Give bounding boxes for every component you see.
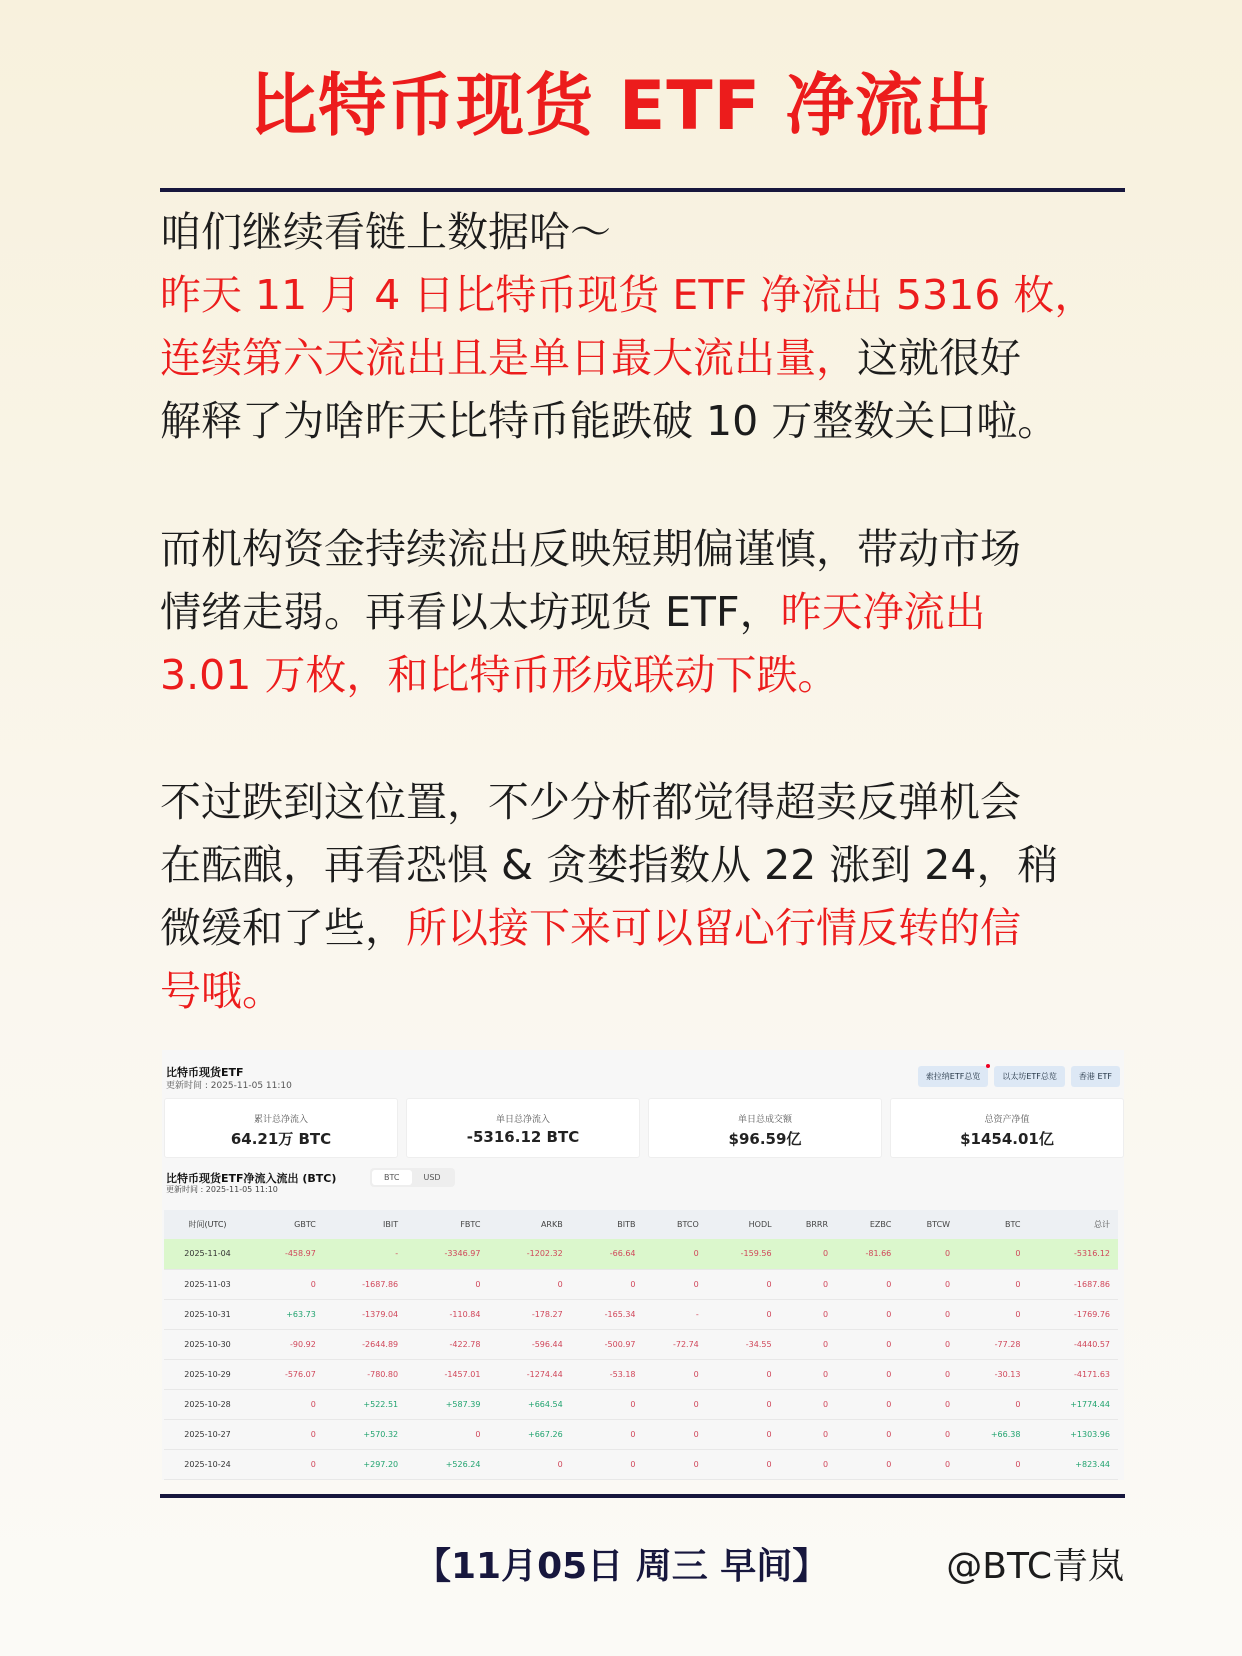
highlight-text: 3.01 万枚，和比特币形成联动下跌。 bbox=[160, 651, 839, 699]
table-cell: 0 bbox=[958, 1389, 1028, 1419]
text-line bbox=[160, 327, 1150, 390]
highlight-text: 昨天 11 月 4 日比特币现货 ETF 净流出 5316 枚， bbox=[160, 271, 1096, 319]
body-text: 情绪走弱。再看以太坊现货 ETF， bbox=[160, 588, 781, 636]
table-cell: -1457.01 bbox=[406, 1359, 488, 1389]
flow-table bbox=[164, 1210, 1118, 1480]
table-cell: -2644.89 bbox=[324, 1329, 406, 1359]
column-header[interactable]: EZBC bbox=[836, 1210, 899, 1239]
table-cell: 2025-10-28 bbox=[164, 1389, 251, 1419]
table-cell: 0 bbox=[958, 1449, 1028, 1479]
table-cell: -178.27 bbox=[488, 1299, 570, 1329]
table-cell: 0 bbox=[707, 1299, 780, 1329]
column-header[interactable]: BTCO bbox=[644, 1210, 707, 1239]
body-text: 这就很好 bbox=[857, 334, 1021, 382]
table-cell: - bbox=[644, 1299, 707, 1329]
stat-card bbox=[406, 1098, 640, 1158]
table-cell: 0 bbox=[780, 1329, 836, 1359]
table-cell: 0 bbox=[958, 1269, 1028, 1299]
table-cell: +1303.96 bbox=[1028, 1419, 1118, 1449]
table-cell: 2025-10-24 bbox=[164, 1449, 251, 1479]
table-cell: 0 bbox=[899, 1389, 958, 1419]
text-line bbox=[160, 960, 1150, 1023]
table-cell: 0 bbox=[488, 1449, 570, 1479]
table-cell: 2025-10-31 bbox=[164, 1299, 251, 1329]
paragraph-1 bbox=[160, 201, 1150, 453]
table-cell: -4171.63 bbox=[1028, 1359, 1118, 1389]
table-cell: 0 bbox=[644, 1389, 707, 1419]
table-cell: 0 bbox=[899, 1419, 958, 1449]
table-cell: 0 bbox=[780, 1449, 836, 1479]
table-cell: 0 bbox=[899, 1239, 958, 1269]
table-cell: -66.64 bbox=[571, 1239, 644, 1269]
stat-card bbox=[648, 1098, 882, 1158]
table-cell: -576.07 bbox=[251, 1359, 324, 1389]
stat-value: $1454.01亿 bbox=[960, 1130, 1054, 1148]
hk-etf-button[interactable]: 香港 ETF bbox=[1071, 1066, 1120, 1087]
table-cell: 0 bbox=[836, 1329, 899, 1359]
toggle-btc[interactable]: BTC bbox=[372, 1170, 412, 1185]
table-cell: 0 bbox=[707, 1269, 780, 1299]
table-cell: 0 bbox=[488, 1269, 570, 1299]
table-cell: +526.24 bbox=[406, 1449, 488, 1479]
table-cell: 0 bbox=[958, 1239, 1028, 1269]
table-cell: 0 bbox=[899, 1329, 958, 1359]
stat-value: -5316.12 BTC bbox=[466, 1128, 580, 1146]
table-cell: -165.34 bbox=[571, 1299, 644, 1329]
table-cell: 0 bbox=[251, 1419, 324, 1449]
text-line bbox=[160, 264, 1150, 327]
top-divider bbox=[160, 188, 1125, 192]
table-cell: -1687.86 bbox=[1028, 1269, 1118, 1299]
table-cell: 0 bbox=[644, 1419, 707, 1449]
table-cell: +297.20 bbox=[324, 1449, 406, 1479]
table-cell: 0 bbox=[780, 1239, 836, 1269]
table-cell: 0 bbox=[836, 1449, 899, 1479]
paragraph-3 bbox=[160, 771, 1150, 1023]
text-line bbox=[160, 771, 1150, 834]
table-cell: +664.54 bbox=[488, 1389, 570, 1419]
text-line bbox=[160, 897, 1150, 960]
table-cell: 0 bbox=[251, 1269, 324, 1299]
column-header[interactable]: BTC bbox=[958, 1210, 1028, 1239]
column-header[interactable]: FBTC bbox=[406, 1210, 488, 1239]
table-cell: -1769.76 bbox=[1028, 1299, 1118, 1329]
table-cell: +522.51 bbox=[324, 1389, 406, 1419]
table-cell: 0 bbox=[780, 1419, 836, 1449]
table-cell: 0 bbox=[707, 1449, 780, 1479]
table-cell: +66.38 bbox=[958, 1419, 1028, 1449]
stat-value: $96.59亿 bbox=[728, 1130, 802, 1148]
eth-etf-button[interactable]: 以太坊ETF总览 bbox=[994, 1066, 1065, 1087]
highlight-text: 昨天净流出 bbox=[780, 588, 986, 636]
update-time: 更新时间 : 2025-11-05 11:10 bbox=[166, 1081, 292, 1091]
table-cell: -110.84 bbox=[406, 1299, 488, 1329]
etf-screenshot bbox=[162, 1050, 1124, 1480]
table-row bbox=[164, 1359, 1118, 1389]
body-text: 不过跌到这位置，不少分析都觉得超卖反弹机会 bbox=[160, 778, 1021, 826]
page-title: 比特币现货 ETF 净流出 bbox=[249, 67, 993, 146]
stat-label: 单日总净流入 bbox=[495, 1115, 550, 1125]
body-text: 微缓和了些， bbox=[160, 904, 406, 952]
table-cell: +570.32 bbox=[324, 1419, 406, 1449]
table-row bbox=[164, 1449, 1118, 1479]
column-header[interactable]: BTCW bbox=[899, 1210, 958, 1239]
table-cell: -1274.44 bbox=[488, 1359, 570, 1389]
table-cell: -596.44 bbox=[488, 1329, 570, 1359]
footer-date: 【11月05日 周三 早间】 bbox=[415, 1546, 829, 1587]
table-cell: -34.55 bbox=[707, 1329, 780, 1359]
table-cell: 0 bbox=[644, 1449, 707, 1479]
highlight-text: 所以接下来可以留心行情反转的信 bbox=[406, 904, 1021, 952]
table-cell: 0 bbox=[836, 1269, 899, 1299]
table-cell: -90.92 bbox=[251, 1329, 324, 1359]
table-cell: -4440.57 bbox=[1028, 1329, 1118, 1359]
toggle-usd[interactable]: USD bbox=[423, 1173, 441, 1182]
body-text: 在酝酿，再看恐惧 & 贪婪指数从 22 涨到 24，稍 bbox=[160, 841, 1059, 889]
table-cell: 2025-11-04 bbox=[164, 1239, 251, 1269]
text-line bbox=[160, 581, 1150, 644]
table-row bbox=[164, 1299, 1118, 1329]
column-header[interactable]: ARKB bbox=[488, 1210, 570, 1239]
stat-label: 累计总净流入 bbox=[253, 1115, 308, 1125]
table-cell: 0 bbox=[836, 1389, 899, 1419]
table-cell: 0 bbox=[836, 1419, 899, 1449]
table-cell: 0 bbox=[406, 1269, 488, 1299]
table-cell: -5316.12 bbox=[1028, 1239, 1118, 1269]
stat-value: 64.21万 BTC bbox=[230, 1130, 332, 1148]
table-cell: -30.13 bbox=[958, 1359, 1028, 1389]
table-cell: -81.66 bbox=[836, 1239, 899, 1269]
column-header[interactable]: BRRR bbox=[780, 1210, 836, 1239]
table-cell: -72.74 bbox=[644, 1329, 707, 1359]
table-cell: 0 bbox=[251, 1389, 324, 1419]
table-cell: 0 bbox=[836, 1359, 899, 1389]
highlight-text: 连续第六天流出且是单日最大流出量， bbox=[160, 334, 857, 382]
body-text: 解释了为啥昨天比特币能跌破 10 万整数关口啦。 bbox=[160, 397, 1059, 445]
table-cell: -780.80 bbox=[324, 1359, 406, 1389]
table-update-time: 更新时间 : 2025-11-05 11:10 bbox=[166, 1185, 278, 1194]
table-cell: 0 bbox=[780, 1269, 836, 1299]
column-header[interactable]: 总计 bbox=[1028, 1210, 1118, 1239]
table-cell: 2025-10-27 bbox=[164, 1419, 251, 1449]
table-cell: 0 bbox=[899, 1359, 958, 1389]
text-line bbox=[160, 644, 1150, 707]
body-text: 咱们继续看链上数据哈～ bbox=[160, 208, 611, 256]
table-cell: -53.18 bbox=[571, 1359, 644, 1389]
table-cell: -458.97 bbox=[251, 1239, 324, 1269]
table-cell: 0 bbox=[780, 1299, 836, 1329]
table-row bbox=[164, 1389, 1118, 1419]
table-cell: -500.97 bbox=[571, 1329, 644, 1359]
table-cell: +587.39 bbox=[406, 1389, 488, 1419]
table-cell: 0 bbox=[707, 1419, 780, 1449]
table-cell: 0 bbox=[899, 1269, 958, 1299]
stat-label: 单日总成交额 bbox=[737, 1115, 792, 1125]
table-cell: +1774.44 bbox=[1028, 1389, 1118, 1419]
table-cell: 0 bbox=[780, 1389, 836, 1419]
text-line bbox=[160, 518, 1150, 581]
table-row bbox=[164, 1269, 1118, 1299]
column-header[interactable]: 时间(UTC) bbox=[164, 1210, 251, 1239]
table-cell: -422.78 bbox=[406, 1329, 488, 1359]
table-cell: -77.28 bbox=[958, 1329, 1028, 1359]
column-header[interactable]: HODL bbox=[707, 1210, 780, 1239]
table-cell: 2025-11-03 bbox=[164, 1269, 251, 1299]
table-cell: 0 bbox=[899, 1449, 958, 1479]
table-cell: 0 bbox=[958, 1299, 1028, 1329]
column-header[interactable]: BITB bbox=[571, 1210, 644, 1239]
text-line bbox=[160, 201, 1150, 264]
text-line bbox=[160, 834, 1150, 897]
body-text: 而机构资金持续流出反映短期偏谨慎，带动市场 bbox=[160, 525, 1021, 573]
table-cell: 0 bbox=[571, 1419, 644, 1449]
table-cell: 0 bbox=[899, 1299, 958, 1329]
table-cell: +667.26 bbox=[488, 1419, 570, 1449]
highlight-text: 号哦。 bbox=[160, 967, 283, 1015]
table-cell: -159.56 bbox=[707, 1239, 780, 1269]
table-cell: +823.44 bbox=[1028, 1449, 1118, 1479]
column-header[interactable]: IBIT bbox=[324, 1210, 406, 1239]
table-cell: -1202.32 bbox=[488, 1239, 570, 1269]
bottom-divider bbox=[160, 1494, 1125, 1498]
stat-card bbox=[164, 1098, 398, 1158]
table-cell: 0 bbox=[707, 1359, 780, 1389]
table-cell: 0 bbox=[571, 1389, 644, 1419]
column-header[interactable]: GBTC bbox=[251, 1210, 324, 1239]
stat-card bbox=[890, 1098, 1124, 1158]
table-cell: -1687.86 bbox=[324, 1269, 406, 1299]
table-cell: 0 bbox=[644, 1239, 707, 1269]
table-cell: 0 bbox=[406, 1419, 488, 1449]
table-cell: 2025-10-29 bbox=[164, 1359, 251, 1389]
unit-toggle[interactable] bbox=[370, 1168, 455, 1187]
table-cell: 0 bbox=[836, 1299, 899, 1329]
author-handle: @BTC青岚 bbox=[946, 1546, 1124, 1587]
table-cell: -1379.04 bbox=[324, 1299, 406, 1329]
table-title: 比特币现货ETF净流入流出 (BTC) bbox=[166, 1172, 337, 1185]
table-cell: 2025-10-30 bbox=[164, 1329, 251, 1359]
etf-title: 比特币现货ETF bbox=[166, 1066, 244, 1079]
table-row bbox=[164, 1239, 1118, 1269]
table-cell: 0 bbox=[780, 1359, 836, 1389]
table-cell: 0 bbox=[251, 1449, 324, 1479]
text-line bbox=[160, 390, 1150, 453]
table-row bbox=[164, 1419, 1118, 1449]
table-cell: - bbox=[324, 1239, 406, 1269]
table-cell: +63.73 bbox=[251, 1299, 324, 1329]
table-cell: 0 bbox=[707, 1389, 780, 1419]
table-row bbox=[164, 1329, 1118, 1359]
table-cell: 0 bbox=[571, 1449, 644, 1479]
table-cell: 0 bbox=[644, 1269, 707, 1299]
paragraph-2 bbox=[160, 518, 1150, 707]
table-cell: -3346.97 bbox=[406, 1239, 488, 1269]
sol-etf-button[interactable]: 索拉纳ETF总览 bbox=[918, 1066, 989, 1087]
table-cell: 0 bbox=[644, 1359, 707, 1389]
table-cell: 0 bbox=[571, 1269, 644, 1299]
stat-label: 总资产净值 bbox=[984, 1115, 1030, 1125]
